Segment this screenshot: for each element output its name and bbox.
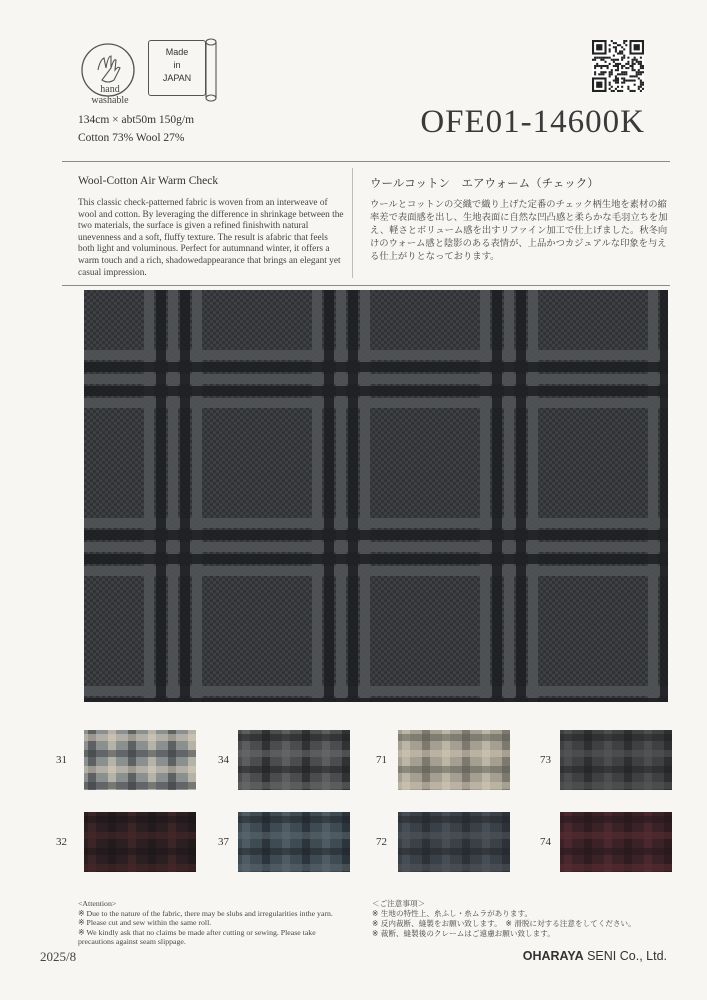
japanese-description: ウールとコットンの交織で織り上げた定番のチェック柄生地を素材の縮率差で表面感を出し、生地表面に自然な凹凸感と柔らかな毛羽立ちを加え、軽さとボリューム感を出すリファイン加工で仕上げました。秋冬向けのウォーム感と陰影のある表情が、上品かつカジュアルな印象を与える仕上がりとなっております。 xyxy=(370,199,668,262)
wash-label-line2: washable xyxy=(91,95,129,106)
fabric-roll-icon xyxy=(204,38,218,102)
main-fabric-swatch xyxy=(84,290,668,702)
swatch-number: 74 xyxy=(540,836,551,848)
swatch-number: 73 xyxy=(540,754,551,766)
issue-date: 2025/8 xyxy=(40,949,77,964)
color-swatch xyxy=(398,812,510,872)
attention-en-line: ※ Due to the nature of the fabric, there may be slubs and irregularities inthe yarn. xyxy=(78,908,333,918)
swatch-number: 32 xyxy=(56,836,67,848)
swatch-number: 31 xyxy=(56,754,67,766)
color-swatch xyxy=(238,812,350,872)
fabric-spec: 134cm × abt50m 150g/m xyxy=(78,114,195,126)
wash-label xyxy=(78,84,142,106)
fabric-composition: Cotton 73% Wool 27% xyxy=(78,132,185,144)
color-swatch xyxy=(398,730,510,790)
color-swatch xyxy=(84,812,196,872)
attention-jp-line: ※ 反内裁断、縫製をお願い致します。 ※ 滑脱に対する注意をしてください。 xyxy=(372,919,636,928)
color-swatch xyxy=(238,730,350,790)
made-in-japan-badge xyxy=(148,40,206,96)
divider-top xyxy=(62,161,670,162)
column-divider xyxy=(352,168,353,278)
attention-en-line: precautions against seam slippage. xyxy=(78,937,186,947)
attention-english xyxy=(78,899,378,947)
attention-en-line: ※ Please cut and sew within the same roll. xyxy=(78,918,212,928)
attention-en-line: ※ We kindly ask that no claims be made after cutting or sewing. Please take xyxy=(78,927,316,937)
color-swatch xyxy=(560,730,672,790)
company-name-bold: OHARAYA xyxy=(522,949,584,963)
made-line2: in xyxy=(173,60,181,70)
english-title: Wool-Cotton Air Warm Check xyxy=(78,175,219,187)
product-code: OFE01-14600K xyxy=(420,104,645,140)
attention-jp-line: ※ 生地の特性上、糸ふし・糸ムラがあります。 xyxy=(372,909,533,918)
swatch-number: 34 xyxy=(218,754,229,766)
made-line3: JAPAN xyxy=(162,73,192,83)
attention-japanese xyxy=(372,899,672,939)
attention-en-title: <Attention> xyxy=(78,899,117,908)
japanese-title: ウールコットン エアウォーム（チェック） xyxy=(370,176,599,190)
swatch-number: 72 xyxy=(376,836,387,848)
made-line1: Made xyxy=(165,47,189,57)
swatch-number: 71 xyxy=(376,754,387,766)
divider-middle xyxy=(62,285,670,286)
company-name-rest: SENI Co., Ltd. xyxy=(583,949,667,963)
wash-label-line1: hand xyxy=(100,84,120,95)
qr-code-icon xyxy=(592,40,644,92)
company-name xyxy=(470,949,667,963)
color-swatch xyxy=(560,812,672,872)
attention-jp-line: ※ 裁断、縫製後のクレームはご遠慮お願い致します。 xyxy=(372,929,555,938)
attention-jp-title: ＜ご注意事項＞ xyxy=(372,899,426,908)
color-swatch xyxy=(84,730,196,790)
english-description: This classic check-patterned fabric is woven from an interweave of wool and cotton. By leveraging the difference in shrinkage between the two materials, the surface is given a refined finishwith natural unevenness and a soft, fluffy texture. The result is afabric that feels both light and voluminous. Perfect for autumnand winter, it offers a warm touch and a rich, shadowedappearance that brings an elegant yet casual impression. xyxy=(78,198,344,278)
swatch-number: 37 xyxy=(218,836,229,848)
